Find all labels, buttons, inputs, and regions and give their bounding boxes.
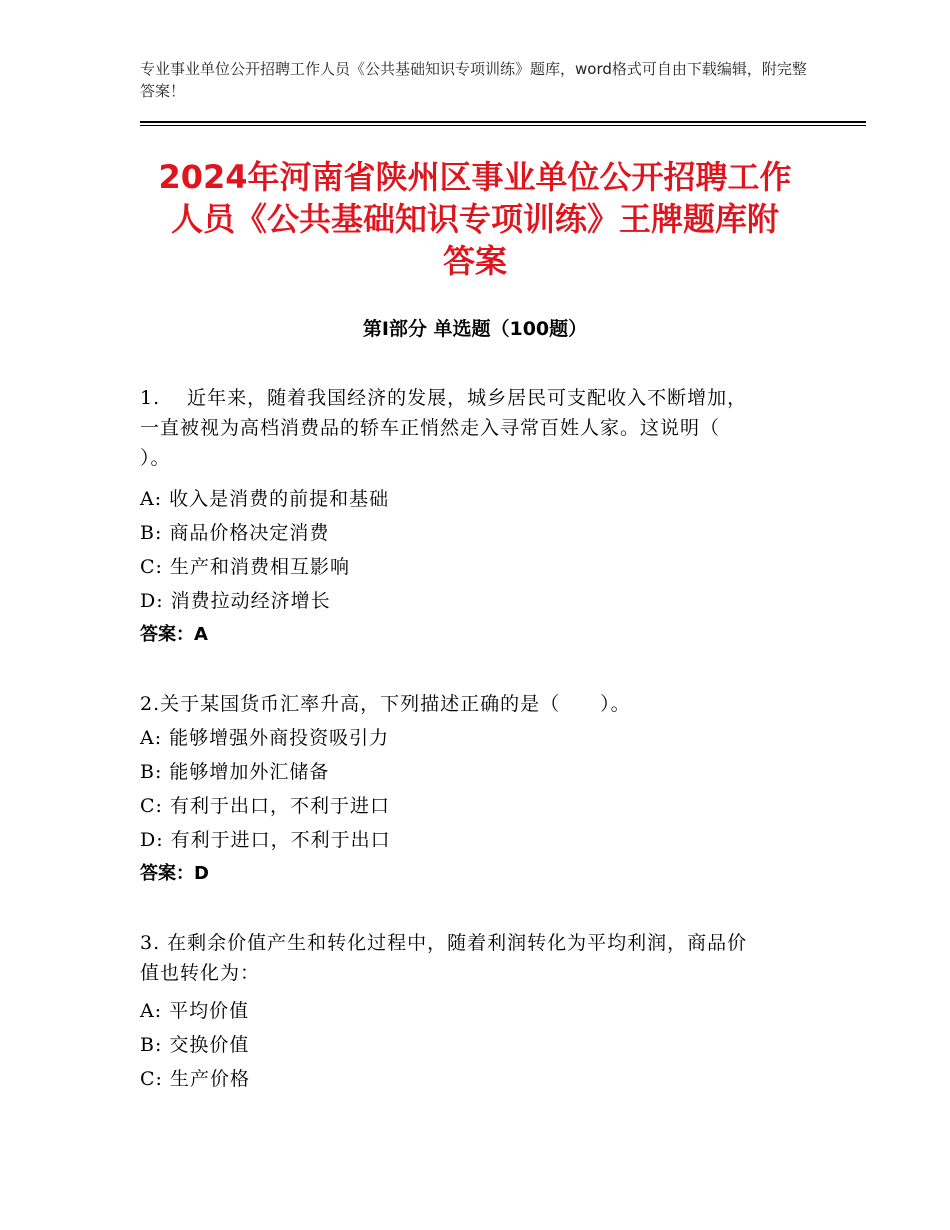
question-2-answer: 答案：D: [140, 863, 209, 884]
title-line: 2024年河南省陕州区事业单位公开招聘工作: [158, 158, 792, 196]
section-title: 第Ⅰ部分 单选题（100题）: [362, 318, 588, 340]
question-line: 3. 在剩余价值产生和转化过程中，随着利润转化为平均利润，商品价: [140, 932, 748, 954]
question-2-option-b: B: 能够增加外汇储备: [140, 761, 330, 783]
question-1-option-b: B: 商品价格决定消费: [140, 522, 330, 544]
question-3-text: [140, 928, 810, 988]
question-3-option-c: C: 生产价格: [140, 1068, 250, 1090]
question-line: 一直被视为高档消费品的轿车正悄然走入寻常百姓人家。这说明（: [140, 417, 721, 439]
question-1-answer: 答案：A: [140, 624, 208, 645]
question-1-text: [140, 383, 810, 473]
question-line: 2.关于某国货币汇率升高，下列描述正确的是（ ）。: [140, 693, 631, 715]
question-2-option-c: C: 有利于出口，不利于进口: [140, 795, 390, 817]
header-note: 专业事业单位公开招聘工作人员《公共基础知识专项训练》题库，word格式可自由下载编辑，附完整答案！: [140, 60, 807, 100]
question-2-text: [140, 689, 810, 719]
question-2-option-a: A: 能够增强外商投资吸引力: [140, 727, 390, 749]
question-1-option-c: C: 生产和消费相互影响: [140, 556, 350, 578]
question-line: ）。: [140, 447, 171, 469]
question-3-option-a: A: 平均价值: [140, 1000, 250, 1022]
document-title: [120, 156, 830, 282]
title-line: 人员《公共基础知识专项训练》王牌题库附: [170, 200, 779, 238]
question-1-option-a: A: 收入是消费的前提和基础: [140, 488, 390, 510]
question-3-option-b: B: 交换价值: [140, 1034, 250, 1056]
title-line: 答案: [442, 242, 507, 280]
question-line: 值也转化为：: [140, 962, 261, 984]
question-1-option-d: D: 消费拉动经济增长: [140, 590, 331, 612]
header-rule-thick: [140, 121, 866, 123]
header-rule-thin: [140, 125, 866, 126]
question-2-option-d: D: 有利于进口，不利于出口: [140, 829, 391, 851]
question-line: 1. 近年来，随着我国经济的发展，城乡居民可支配收入不断增加，: [140, 387, 748, 409]
